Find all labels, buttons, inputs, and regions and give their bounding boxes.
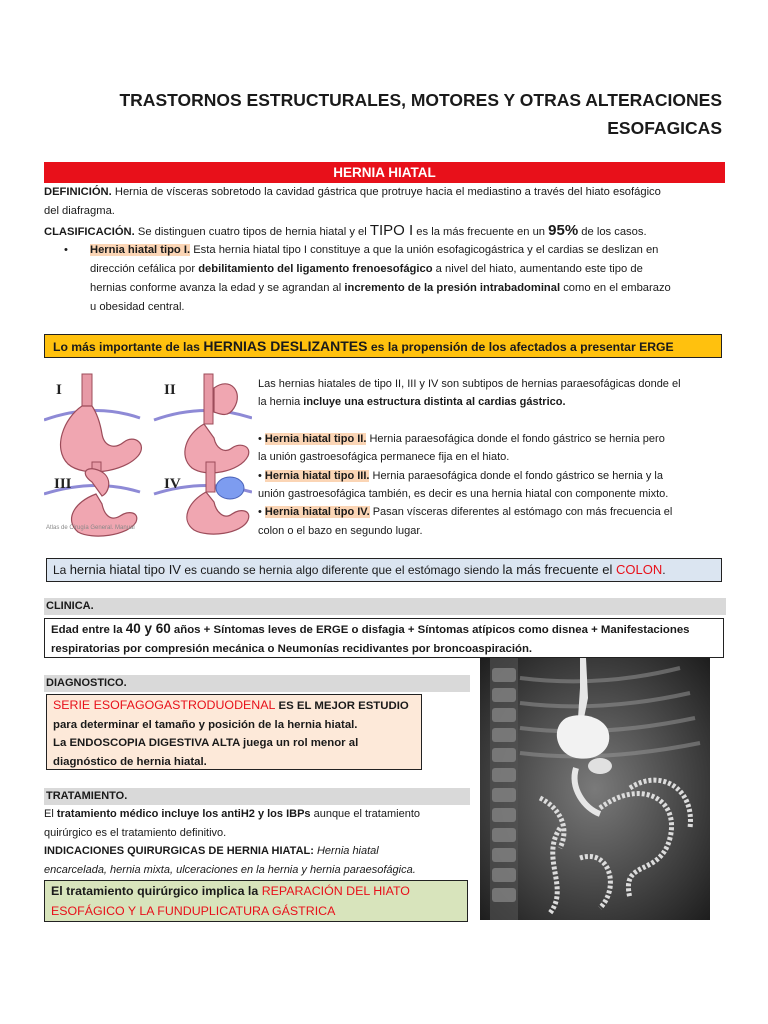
key-point-box-tratamiento [44,880,468,922]
tratamiento-paragraph [44,805,474,879]
clinica-line-2: respiratorias por compresión mecánica o Neumonías recidivantes por broncoaspiración. [51,642,533,655]
bullet-tipo-1 [90,241,730,317]
bullet-dot: • [64,244,68,256]
tipo-2-line-1: Hernia paraesofágica donde el fondo gástrico se hernia pero [366,432,665,445]
tipo-1-line-2c: a nivel del hiato, aumentando este tipo de [432,263,643,275]
tipo-4-label: Hernia hiatal tipo IV. [264,506,370,519]
diagnostico-serie: SERIE ESOFAGOGASTRODUODENAL [53,698,276,712]
clinica-line-1a: Edad entre la [51,624,126,636]
tipo4-box-d: la más frecuente el [502,562,616,577]
definition-paragraph [44,183,734,221]
classification-text-a: Se distinguen cuatro tipos de hernia hiatal y el [134,226,370,238]
tratamiento-line-3b: Hernia hiatal [313,845,379,858]
green-box-a: El tratamiento quirúrgico implica la [51,884,262,898]
definition-text-1: Hernia de vísceras sobretodo la cavidad gástrica que protruye hacia el mediastino a través del hiato esofágico [111,186,661,198]
diagnostico-header: DIAGNOSTICO. [44,675,470,692]
tipo-2-line-2: la unión gastroesofágica permanece fija en el hiato. [258,451,510,464]
tipo-1-line-3b: incremento de la presión intrabadominal [344,282,561,294]
classification-tipo: TIPO I [369,222,414,239]
diagnostico-box [46,694,422,770]
diagram-label-ii: II [164,382,176,398]
section-header-label: HERNIA HIATAL [333,165,436,180]
barium-swallow-xray-image [480,658,710,920]
tipo-1-line-4: u obesidad central. [90,301,185,313]
hernia-types-diagram [44,368,252,540]
diagram-label-iv: IV [164,476,181,492]
tipo4-box-f: . [662,563,666,577]
key-point-box-tipo-4 [46,558,722,582]
tratamiento-line-1a: El [44,808,57,820]
tipo4-box-a: La [53,563,70,577]
diagnostico-line-1b: ES EL MEJOR ESTUDIO [275,700,409,712]
clinica-header: CLINICA. [44,598,726,615]
erge-text-a: Lo más importante de las [53,340,204,354]
types-intro-2a: la hernia [258,396,304,409]
tratamiento-header: TRATAMIENTO. [44,788,470,805]
clinica-box [44,618,724,658]
document-title-line2: ESOFAGICAS [607,118,722,138]
tipo-3-line-1: Hernia paraesofágica donde el fondo gástrico se hernia y la [369,469,663,482]
tipo-4-line-2: colon o el bazo en segundo lugar. [258,524,423,537]
green-box-c: ESOFÁGICO Y LA FUNDUPLICATURA GÁSTRICA [51,903,336,918]
tipo-4-line-1: Pasan vísceras diferentes al estómago con más frecuencia el [369,506,673,519]
green-box-b: REPARACIÓN DEL HIATO [261,884,410,898]
diagram-caption: Atlas de Cirugía General. Manual [46,525,135,531]
classification-paragraph [44,221,734,242]
tipo4-box-colon: COLON [616,562,663,577]
classification-label: CLASIFICACIÓN. [44,226,135,238]
classification-pct: 95% [548,222,579,239]
diagnostico-line-3: La ENDOSCOPIA DIGESTIVA ALTA juega un rol menor al [53,737,359,749]
bullet-dot-2: • [258,432,262,445]
tipo-1-line-2b: debilitamiento del ligamento frenoesofágico [198,263,433,275]
tipo-3-label: Hernia hiatal tipo III. [264,469,370,482]
tipo-1-line-1: Esta hernia hiatal tipo I constituye a que la unión esofagicogástrica y el cardias se deslizan en [190,244,659,256]
key-point-box-erge [44,334,722,358]
types-intro-2b: incluye una estructura distinta al cardias gástrico. [303,396,566,409]
bullet-dot-3: • [258,469,262,482]
diagram-label-iii: III [54,476,72,492]
tipo-3-line-2: unión gastroesofágica también, es decir es una hernia hiatal con componente mixto. [258,488,669,501]
diagnostico-line-4: diagnóstico de hernia hiatal. [53,755,207,768]
tipo4-box-c: es cuando se hernia algo diferente que el estómago siendo [180,563,503,577]
clinica-line-1b: 40 y 60 [125,621,171,636]
diagram-label-i: I [56,382,62,398]
tratamiento-indicaciones-label: INDICACIONES QUIRURGICAS DE HERNIA HIATAL: [44,845,314,858]
bullet-dot-4: • [258,506,262,519]
diagnostico-line-2: para determinar el tamaño y posición de la hernia hiatal. [53,718,358,731]
tipo-2-label: Hernia hiatal tipo II. [264,432,367,445]
tipo-1-label: Hernia hiatal tipo I. [90,244,191,256]
tipo-1-line-3a: hernias conforme avanza la edad y se agrandan al [90,282,345,294]
erge-text-c: es la propensión de los afectados a presentar ERGE [367,340,674,354]
erge-text-b: HERNIAS DESLIZANTES [203,338,368,354]
tipo-1-line-3c: como en el embarazo [560,282,671,294]
tipo4-box-b: hernia hiatal tipo IV [69,562,181,577]
definition-text-2: del diafragma. [44,205,115,217]
tratamiento-line-1b: tratamiento médico incluye los antiH2 y los IBPs [56,808,311,820]
types-intro-1: Las hernias hiatales de tipo II, III y IV son subtipos de hernias paraesofágicas donde el [258,378,681,390]
paraesophageal-types-text [258,375,728,540]
tipo-1-line-2a: dirección cefálica por [90,263,199,275]
section-header-hernia-hiatal [44,162,725,183]
document-title-line1: TRASTORNOS ESTRUCTURALES, MOTORES Y OTRAS ALTERACIONES [119,90,722,110]
classification-text-c: de los casos. [578,226,647,238]
tratamiento-line-1c: aunque el tratamiento [310,808,420,820]
tratamiento-line-4: encarcelada, hernia mixta, ulceraciones en la hernia y hernia paraesofágica. [44,863,416,876]
clinica-line-1c: años + Síntomas leves de ERGE o disfagia + Síntomas atípicos como disnea + Manifestaciones [170,624,690,636]
classification-text-b: es la más frecuente en un [413,226,549,238]
definition-label: DEFINICIÓN. [44,186,112,198]
tratamiento-line-2: quirúrgico es el tratamiento definitivo. [44,826,227,839]
